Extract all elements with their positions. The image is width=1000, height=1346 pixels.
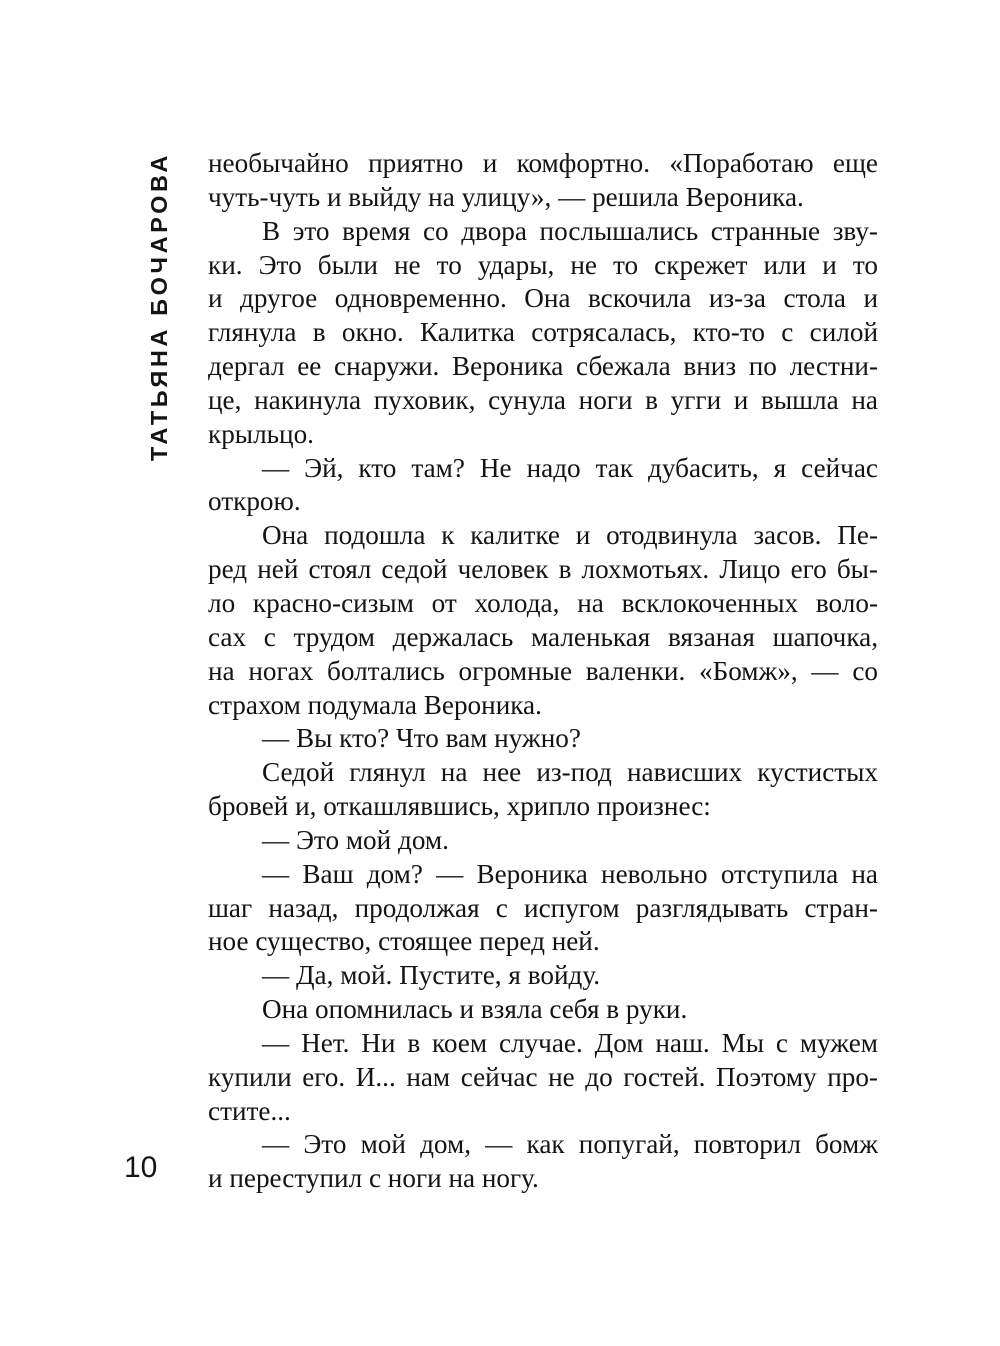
- text-line: и другое одновременно. Она вскочила из-за стола и: [208, 283, 878, 314]
- text-line: — Это мой дом.: [262, 824, 449, 855]
- text-line: открою.: [208, 486, 301, 517]
- text-line: необычайно приятно и комфортно. «Поработаю еще: [208, 148, 878, 178]
- text-line: дергал ее снаружи. Вероника сбежала вниз по лестни-: [208, 351, 878, 382]
- text-line: це, накинула пуховик, сунула ноги в угги и вышла на: [208, 384, 878, 415]
- text-line: сах с трудом держалась маленькая вязаная шапочка,: [208, 621, 878, 652]
- page-number: 10: [124, 1151, 158, 1184]
- text-line: и переступил с ноги на ногу.: [208, 1163, 539, 1194]
- text-line: шаг назад, продолжая с испугом разглядывать стран-: [208, 892, 878, 923]
- text-line: чуть-чуть и выйду на улицу», — решила Вероника.: [208, 181, 804, 212]
- text-line: на ногах болтались огромные валенки. «Бомж», — со: [208, 655, 878, 686]
- text-line: бровей и, откашлявшись, хрипло произнес:: [208, 791, 711, 822]
- text-line: Седой глянул на нее из-под нависших кустистых: [262, 757, 878, 788]
- text-line: глянула в окно. Калитка сотрясалась, кто-то с силой: [208, 317, 878, 348]
- text-line: ки. Это были не то удары, не то скрежет или и то: [208, 249, 878, 280]
- text-line: — Эй, кто там? Не надо так дубасить, я сейчас: [262, 452, 878, 483]
- text-line: — Это мой дом, — как попугай, повторил бомж: [262, 1129, 878, 1160]
- running-head-author: ТАТЬЯНА БОЧАРОВА: [146, 152, 172, 462]
- text-line: стите...: [208, 1095, 291, 1126]
- text-line: крыльцо.: [208, 418, 314, 449]
- text-line: — Да, мой. Пустите, я войду.: [262, 960, 600, 991]
- text-line: В это время со двора послышались странные зву-: [262, 215, 878, 246]
- text-line: страхом подумала Вероника.: [208, 689, 542, 720]
- text-line: ное существо, стоящее перед ней.: [208, 926, 600, 957]
- text-line: — Ваш дом? — Вероника невольно отступила на: [262, 858, 878, 889]
- text-line: купили его. И... нам сейчас не до гостей. Поэтому про-: [208, 1061, 878, 1092]
- text-line: ред ней стоял седой человек в лохмотьях. Лицо его бы-: [208, 554, 878, 585]
- running-head: [142, 152, 176, 482]
- text-line: Она опомнилась и взяла себя в руки.: [262, 994, 688, 1025]
- text-line: ло красно-сизым от холода, на всклокоченных воло-: [208, 587, 878, 618]
- body-text: [208, 147, 878, 1196]
- text-line: — Нет. Ни в коем случае. Дом наш. Мы с мужем: [262, 1027, 878, 1058]
- text-line: — Вы кто? Что вам нужно?: [262, 723, 581, 754]
- text-line: Она подошла к калитке и отодвинула засов. Пе-: [262, 520, 878, 551]
